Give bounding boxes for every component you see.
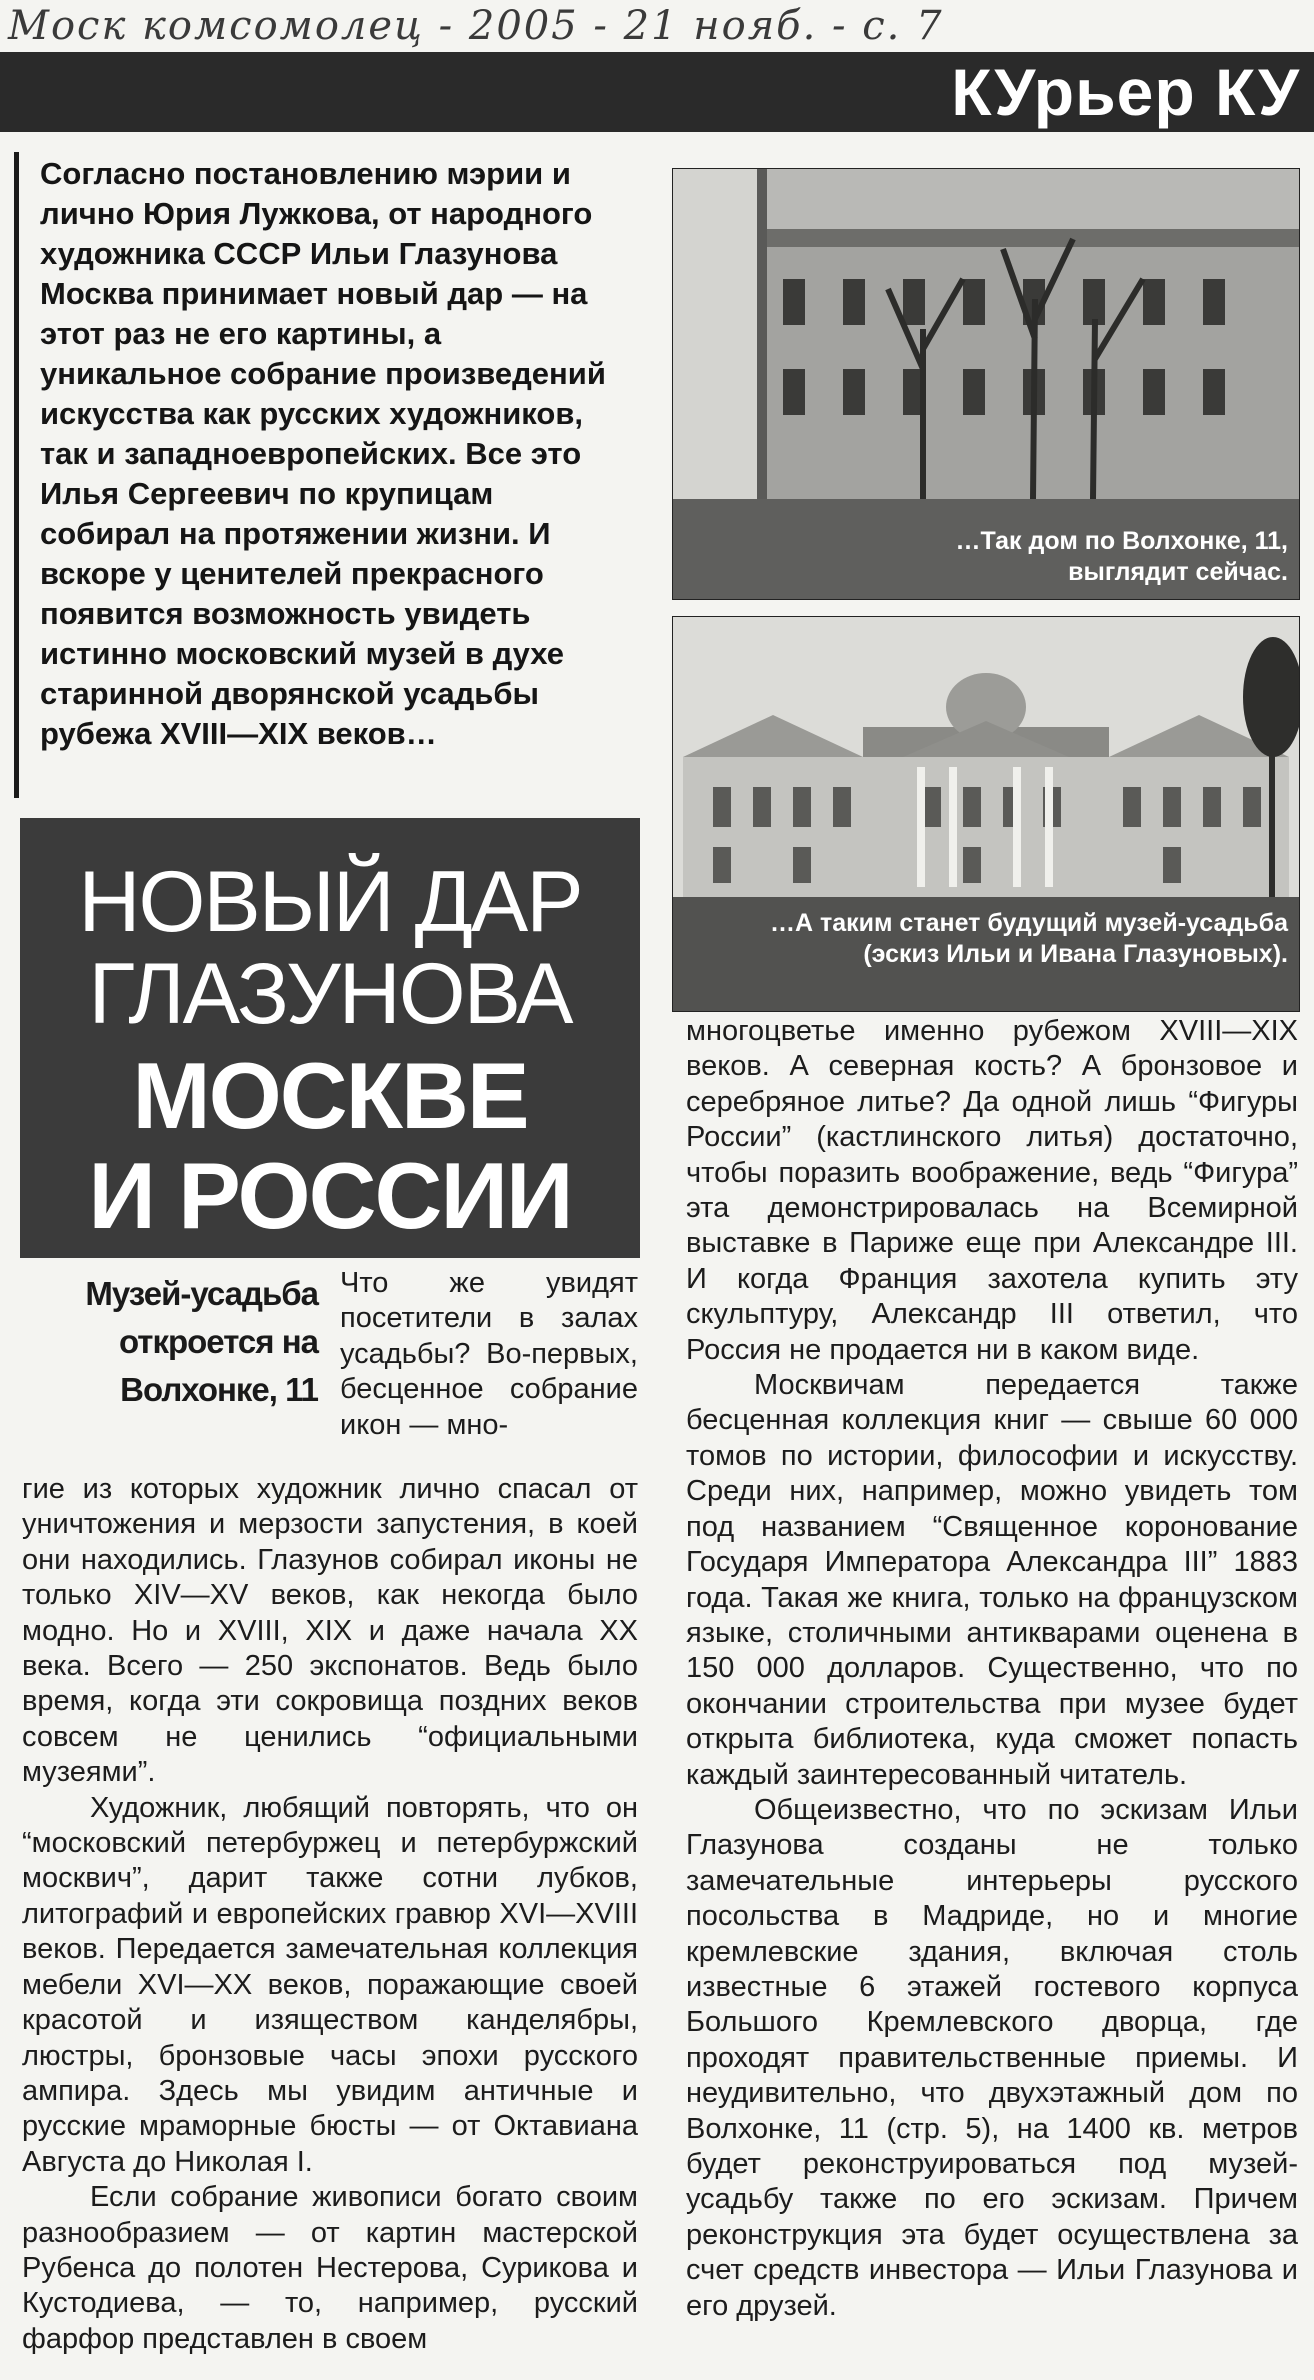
handwritten-source-note: Моск комсомолец - 2005 - 21 нояб. - с. 7 (8, 3, 944, 49)
headline-line-4: И РОССИИ (88, 1143, 572, 1248)
lead-paragraph: Согласно постановлению мэрии и лично Юрия Лужкова, от народного художника СССР Ильи Глазунова Москва принимает новый дар — на этот раз не его картины, а уникальное собрание произведений искусства как русских художников, так и западноевропейских. Все это Илья Сергеевич по крупицам собирал на протяжении жизни. И вскоре у ценителей прекрасного появится возможность увидеть истинно московский музей в духе старинной дворянской усадьбы рубежа XVIII—XIX веков… (40, 156, 606, 751)
article-column-2 (686, 1014, 1298, 2324)
caption-current-building: …Так дом по Волхонке, 11, выглядит сейчас. (955, 527, 1288, 586)
rubric-title: КУрьер КУ (951, 55, 1300, 129)
article-paragraph-3: Если собрание живописи богато своим разнообразием — от картин мастерской Рубенса до полотен Нестерова, Сурикова и Кустодиева, — то, например, русский фарфор представлен в своем (22, 2181, 638, 2355)
article-paragraph-1-end: гие из которых художник лично спасал от уничтожения и мерзости запустения, в коей они находились. Глазунов собирал иконы не только XIV—XV веков, как некогда было модно. Но и XVIII, XIX и даже начала XX века. Всего — 250 экспонатов. Ведь было время, когда эти сокровища поздних веков совсем не ценились “официальными музеями”. (22, 1473, 638, 1789)
rubric-header-bar (0, 52, 1314, 132)
article-paragraph-1-start: Что же увидят посетители в залах усадьбы? Во-первых, бесценное собрание икон — мно- (340, 1267, 638, 1441)
caption-future-museum: …А таким станет будущий музей-усадьба (эскиз Ильи и Ивана Глазуновых). (769, 909, 1288, 968)
article-paragraph-3-continued: многоцветье именно рубежом XVIII—XIX веков. А северная кость? А бронзовое и серебряное литье? Да одной лишь “Фигуры России” (кастлинского литья) достаточно, чтобы поразить воображение, ведь “Фигура” эта демонстрировалась на Всемирной выставке в Париже еще при Александре III. И когда Франция захотела купить эту скульптуру, Александр III ответил, что Россия не продается ни в каком виде. (686, 1015, 1298, 1366)
article-column-1-top (340, 1266, 638, 1443)
article-column-1 (22, 1472, 638, 2357)
headline-line-2: ГЛАЗУНОВА (88, 946, 572, 1042)
article-paragraph-2: Художник, любящий повторять, что он “московский петербуржец и петербуржский москвич”, дарит также сотни лубков, литографий и европейских гравюр XVI—XVIII веков. Передается замечательная коллекция мебели XVI—XX веков, поражающие своей красотой и изяществом канделябры, люстры, бронзовые часы эпохи русского ампира. Здесь мы увидим античные и русские мраморные бюсты — от Октавиана Августа до Николая I. (22, 1791, 638, 2178)
article-paragraph-4: Москвичам передается также бесценная коллекция книг — свыше 60 000 томов по истории, философии и искусству. Среди них, например, можно увидеть том под названием “Священное коронование Государя Императора Александра III” 1883 года. Такая же книга, только на французском языке, столичными антикварами оценена в 150 000 долларов. Существенно, что по окончании строительства при музее будет открыта библиотека, куда сможет попасть каждый заинтересованный читатель. (686, 1369, 1298, 1791)
subheadline: Музей-усадьба откроется на Волхонке, 11 (85, 1275, 318, 1408)
lead-vertical-rule (14, 152, 19, 798)
headline-line-3: МОСКВЕ (132, 1043, 528, 1148)
article-paragraph-5: Общеизвестно, что по эскизам Ильи Глазунова созданы не только замечательные интерьеры русского посольства в Мадриде, но и многие кремлевские здания, включая столь известные 6 этажей гостевого корпуса Большого Кремлевского дворца, где проходят правительственные приемы. И неудивительно, что двухэтажный дом по Волхонке, 11 (стр. 5), на 1400 кв. метров будет реконструироваться под музей-усадьбу также по его эскизам. Причем реконструкция эта будет осуществлена за счет средств инвестора — Ильи Глазунова и его друзей. (686, 1793, 1298, 2322)
headline-line-1: НОВЫЙ ДАР (78, 854, 582, 950)
headline-block (20, 818, 640, 1258)
